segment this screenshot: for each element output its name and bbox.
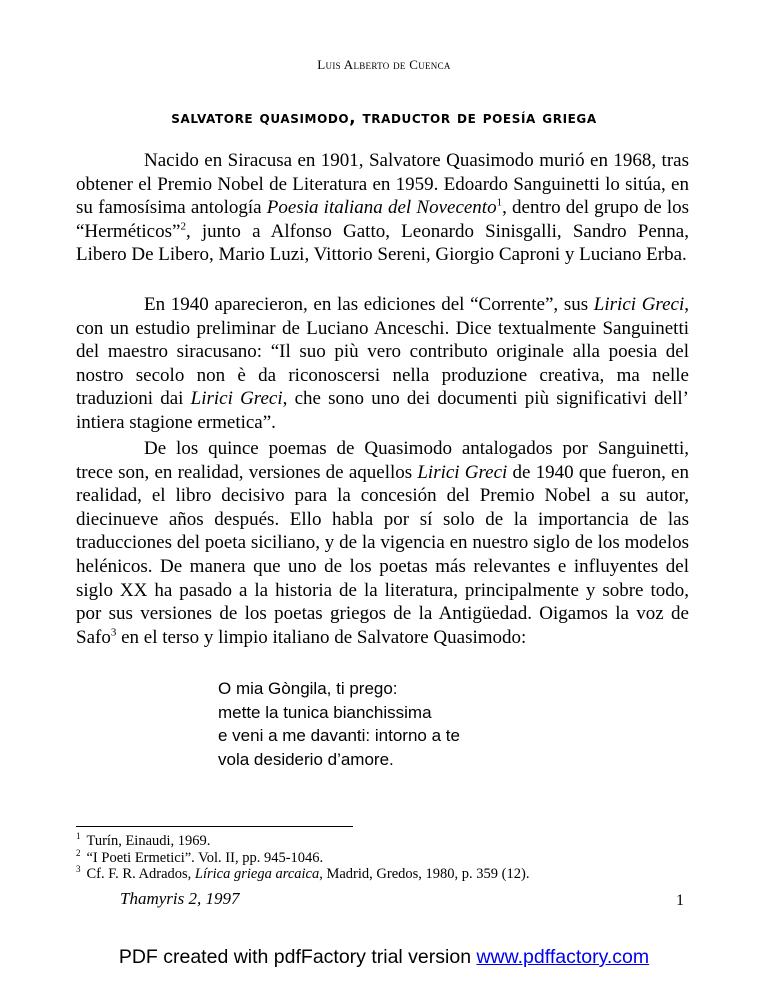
header-author: Luis Alberto de Cuenca [317,57,451,72]
banner-text: PDF created with pdfFactory trial version [118,946,477,968]
footnote-text: Cf. F. R. Adrados, [86,866,195,883]
p1-italic-title: Poesia italiana del Novecento [266,197,497,219]
article-title-text: salvatore quasimodo, traductor de poesía griega [171,108,597,127]
footnotes [76,833,716,883]
running-header [0,57,768,73]
poem-line: O mia Gòngila, ti prego: [218,679,398,698]
footnote-ref-3: 3 [110,626,117,639]
paragraph-1 [76,149,689,267]
poem-quote [218,677,460,771]
p3-text-c: en el terso y limpio italiano de Salvatore Quasimodo: [116,626,527,648]
p2-text-b: , con un estudio preliminar de Luciano Anceschi. Dice textualmente Sanguinetti del maestro siracusano: “Il suo più vero contributo originale alla poesia del nostro secolo non è da riconoscersi nella produzione creativa, ma nelle traduzioni dai [76,294,689,410]
pdffactory-link[interactable]: www.pdffactory.com [476,946,650,968]
paragraph-2 [76,293,689,435]
p3-italic-1: Lirici Greci [417,461,508,483]
footnote-number: 1 [76,831,81,842]
paragraph-3 [76,437,689,649]
p1-text-b: , dentro del grupo de los “Herméticos” [76,197,689,242]
footnote-ref-2: 2 [180,220,186,233]
p1-text-a: Nacido en Siracusa en 1901, Salvatore Quasimodo murió en 1968, tras obtener el Premio Nobel de Literatura en 1959. Edoardo Sanguinetti lo sitúa, en su famosísima antología [76,150,689,219]
p2-italic-1: Lirici Greci [593,294,685,315]
p2-text-c: , che sono uno dei documenti più significativi dell’ intiera stagione ermetica”. [76,388,689,433]
p3-text-a: De los quince poemas de Quasimodo antalogados por Sanguinetti, trece son, en realidad, versiones de aquellos [76,438,689,483]
footnote-text: , Madrid, Gredos, 1980, p. 359 (12). [319,866,530,883]
page-number: 1 [676,892,684,909]
footnote-1 [76,833,716,850]
footnote-3 [76,866,716,883]
p2-italic-2: Lirici Greci [190,388,283,410]
poem-line: vola desiderio d’amore. [218,749,394,769]
p3-text-b: de 1940 que fueron, en realidad, el libro decisivo para la concesión del Premio Nobel a su autor, diecinueve años después. Ello habla por sí solo de la importancia de las traducciones del poeta siciliano, y de la vigencia en nuestro siglo de los modelos helénicos. De manera que uno de los poetas más relevantes e influyentes del siglo XX ha pasado a la historia de la literatura, principalmente y sobre todo, por sus versiones de los poetas griegos de la Antigüedad. Oigamos la voz de Safo [76,461,689,648]
footnote-2 [76,847,716,867]
footnote-divider [76,826,353,827]
footnote-italic-title: Lírica griega arcaica [194,866,320,883]
p2-text-a: En 1940 aparecieron, en las ediciones del “Corrente”, sus [144,294,594,315]
footnote-text: “I Poeti Ermetici”. Vol. II, pp. 945-1046. [86,849,324,866]
footnote-ref-1: 1 [496,196,503,209]
poem-line: mette la tunica bianchissima [218,702,432,722]
poem-line: e veni a me davanti: intorno a te [218,726,460,745]
footnote-number: 2 [76,847,81,858]
pdf-watermark-banner [0,946,768,969]
footnote-text: Turín, Einaudi, 1969. [86,833,211,849]
p1-text-c: , junto a Alfonso Gatto, Leonardo Sinisgalli, Sandro Penna, Libero De Libero, Mario Luzi, Vittorio Sereni, Giorgio Caproni y Luciano Erba. [76,220,689,266]
article-title [0,108,768,127]
journal-footer: Thamyris 2, 1997 [120,889,240,908]
footnote-number: 3 [76,864,81,875]
